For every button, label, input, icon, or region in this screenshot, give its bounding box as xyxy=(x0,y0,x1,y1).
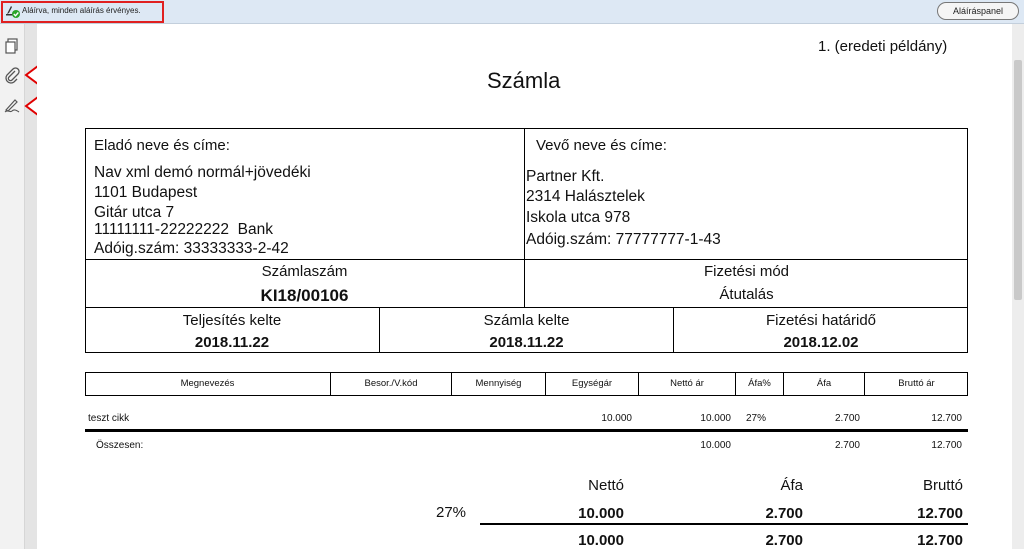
buyer-heading: Vevő neve és címe: xyxy=(536,137,667,154)
invoice-title: Számla xyxy=(487,68,561,93)
summary-rate: 27% xyxy=(436,504,467,521)
col-header-code: Besor./V.kód xyxy=(364,378,418,389)
signature-panel-button[interactable]: Aláíráspanel xyxy=(937,2,1019,20)
completion-date-value: 2018.11.22 xyxy=(194,334,270,351)
summary-header-vat: Áfa xyxy=(780,477,803,494)
summary-total-gross: 12.700 xyxy=(917,532,963,549)
buyer-city: 2314 Halásztelek xyxy=(526,188,645,205)
summary-total-net: 10.000 xyxy=(578,532,624,549)
copy-label: 1. (eredeti példány) xyxy=(818,38,948,55)
item-vat: 2.700 xyxy=(834,413,860,424)
seller-street: Gitár utca 7 xyxy=(94,204,175,221)
col-header-unit-price: Egységár xyxy=(571,378,613,389)
invoice-number-value: KI18/00106 xyxy=(260,286,349,305)
col-header-vat-pct: Áfa% xyxy=(748,378,771,389)
items-total-rule xyxy=(85,429,968,432)
signature-status-text: Aláírva, minden aláírás érvényes. xyxy=(22,6,141,15)
items-total-vat: 2.700 xyxy=(834,440,860,451)
summary-header-gross: Bruttó xyxy=(922,477,963,494)
due-date-value: 2018.12.02 xyxy=(783,334,859,351)
items-total-net: 10.000 xyxy=(700,440,731,451)
summary-gross: 12.700 xyxy=(917,505,963,522)
summary-net: 10.000 xyxy=(578,505,624,522)
scrollbar-thumb[interactable] xyxy=(1014,60,1022,300)
summary-vat: 2.700 xyxy=(765,505,803,522)
seller-heading: Eladó neve és címe: xyxy=(94,137,230,154)
invoice-date-value: 2018.11.22 xyxy=(489,334,564,351)
col-header-qty: Mennyiség xyxy=(475,378,522,389)
pages-icon[interactable] xyxy=(3,37,21,55)
attachment-icon[interactable] xyxy=(3,66,21,84)
payment-method-value: Átutalás xyxy=(719,286,774,303)
invoice-date-label: Számla kelte xyxy=(483,312,570,329)
seller-bank: 11111111-22222222 Bank xyxy=(94,221,273,238)
invoice-number-label: Számlaszám xyxy=(261,263,348,280)
payment-method-label: Fizetési mód xyxy=(703,263,790,280)
buyer-name: Partner Kft. xyxy=(526,168,605,185)
completion-date-label: Teljesítés kelte xyxy=(182,312,282,329)
seller-tax-id: Adóig.szám: 33333333-2-42 xyxy=(94,240,289,257)
buyer-tax-id: Adóig.szám: 77777777-1-43 xyxy=(526,231,721,248)
items-total-label: Összesen: xyxy=(96,440,144,451)
due-date-label: Fizetési határidő xyxy=(765,312,877,329)
summary-rule xyxy=(480,523,968,525)
col-header-vat: Áfa xyxy=(816,378,832,389)
signature-icon[interactable] xyxy=(3,96,21,114)
col-header-gross: Bruttó ár xyxy=(898,378,935,389)
item-net: 10.000 xyxy=(700,413,731,424)
item-unit-price: 10.000 xyxy=(601,413,632,424)
seller-city: 1101 Budapest xyxy=(94,184,198,201)
item-vat-pct: 27% xyxy=(746,413,767,424)
item-name: teszt cikk xyxy=(88,413,130,424)
col-header-name: Megnevezés xyxy=(180,378,235,389)
items-total-gross: 12.700 xyxy=(931,440,962,451)
summary-total-vat: 2.700 xyxy=(765,532,803,549)
seller-name: Nav xml demó normál+jövedéki xyxy=(94,164,311,181)
col-header-net: Nettó ár xyxy=(670,378,704,389)
signature-valid-icon xyxy=(5,3,21,19)
summary-header-net: Nettó xyxy=(588,477,624,494)
item-gross: 12.700 xyxy=(931,413,962,424)
buyer-street: Iskola utca 978 xyxy=(526,209,631,226)
